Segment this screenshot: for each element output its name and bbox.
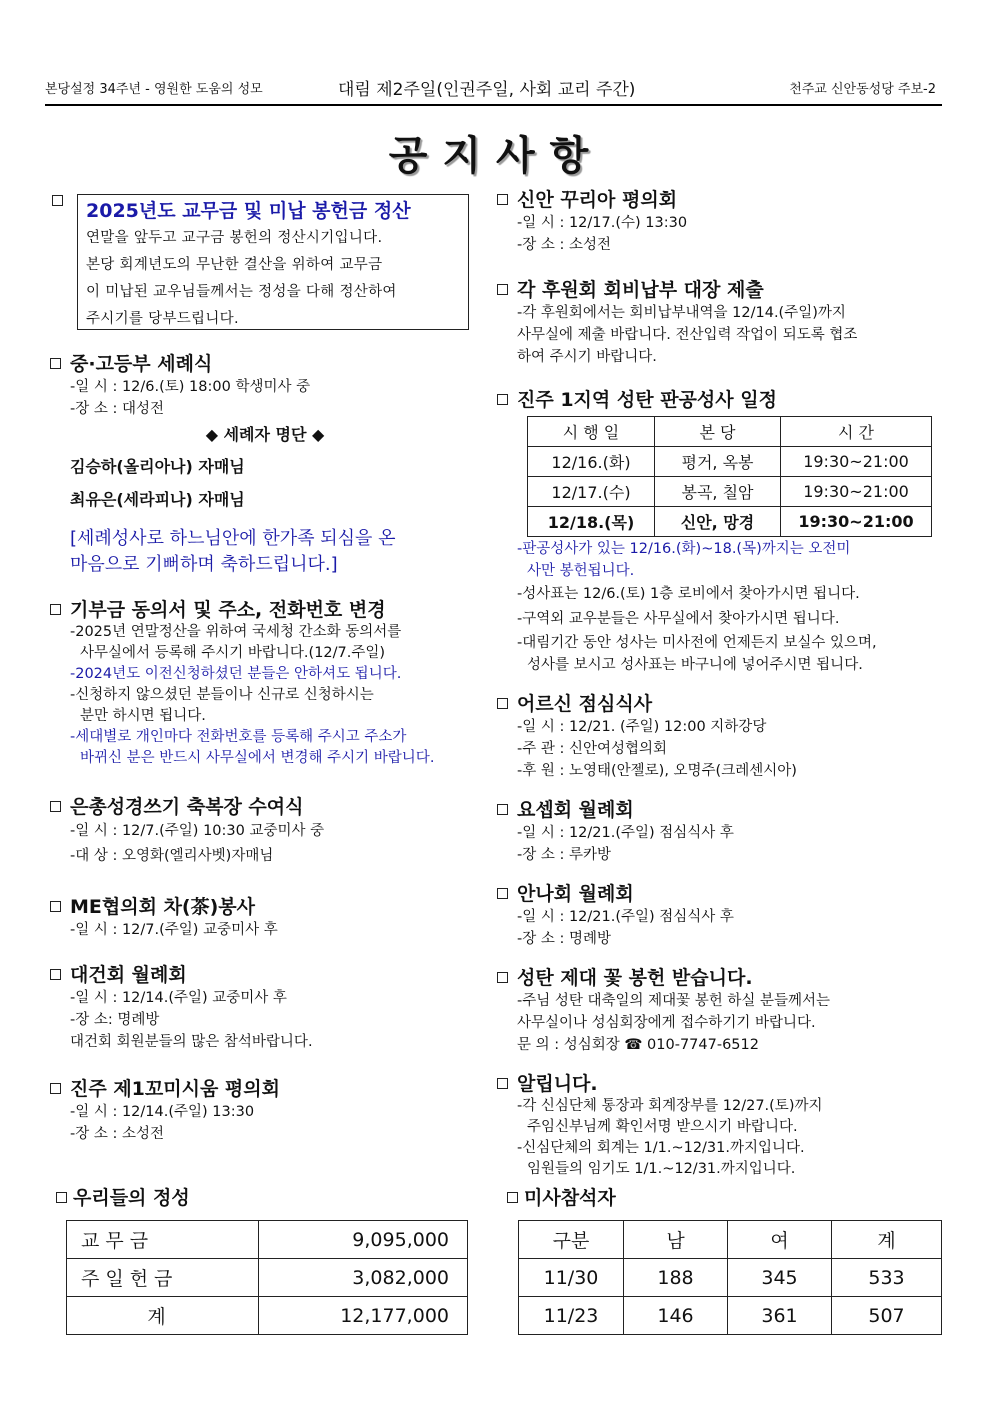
congrats-line: 마음으로 기뻐하며 축하드립니다.] bbox=[70, 554, 338, 575]
notice-section bbox=[50, 188, 480, 350]
flower-line: 사무실이나 성심회장에게 접수하기기 바랍니다. bbox=[517, 1015, 816, 1031]
joseph-place: -장 소 : 루카방 bbox=[517, 847, 611, 863]
bible-section bbox=[50, 795, 480, 869]
checkbox-icon bbox=[497, 698, 508, 709]
donation-section bbox=[50, 598, 480, 769]
notice-line: 본당 회계년도의 무난한 결산을 위하여 교무금 bbox=[86, 257, 383, 273]
table-cell: 146 bbox=[624, 1297, 728, 1335]
table-cell: 12/18.(목) bbox=[528, 507, 655, 537]
penance-section bbox=[497, 388, 947, 538]
anna-title: 안나회 월례회 bbox=[517, 883, 634, 905]
donation-line: 사무실에서 등록해 주시기 바랍니다.(12/7.주일) bbox=[80, 645, 386, 661]
donation-line: -신청하지 않으셨던 분들이나 신규로 신청하시는 bbox=[70, 687, 374, 703]
joseph-section bbox=[497, 798, 947, 866]
checkbox-icon bbox=[56, 1192, 67, 1203]
jinju1-title: 진주 제1꼬미시움 평의회 bbox=[70, 1078, 280, 1100]
checkbox-icon bbox=[50, 1083, 61, 1094]
penance-title: 진주 1지역 성탄 판공성사 일정 bbox=[517, 389, 777, 411]
table-row bbox=[67, 1297, 468, 1335]
bible-target: -대 상 : 오영화(엘리사벳)자매님 bbox=[70, 848, 274, 864]
penance-note: -판공성사가 있는 12/16.(화)~18.(목)까지는 오전미 bbox=[517, 541, 851, 557]
support-section bbox=[497, 278, 947, 368]
support-line: 사무실에 제출 바랍니다. 전산입력 작업이 되도록 협조 bbox=[517, 327, 858, 343]
congrats-line: [세례성사로 하느님안에 한가족 되심을 온 bbox=[70, 528, 396, 549]
jinju1-date: -일 시 : 12/14.(주일) 13:30 bbox=[70, 1104, 255, 1120]
announce-line: -각 신심단체 통장과 회계장부를 12/27.(토)까지 bbox=[517, 1098, 823, 1114]
table-cell: 11/30 bbox=[519, 1259, 624, 1297]
lunch-host: -주 관 : 신안여성협의회 bbox=[517, 741, 668, 757]
table-row bbox=[528, 477, 932, 507]
bible-title: 은총성경쓰기 축복장 수여식 bbox=[70, 796, 304, 818]
finance-label: 계 bbox=[67, 1297, 259, 1335]
checkbox-icon bbox=[50, 801, 61, 812]
finance-heading bbox=[56, 1183, 190, 1210]
checkbox-icon bbox=[50, 604, 61, 615]
table-cell: 12/16.(화) bbox=[528, 447, 655, 477]
baptism-section bbox=[50, 352, 480, 578]
penance-note: 사만 봉헌됩니다. bbox=[527, 563, 635, 579]
table-header-row bbox=[528, 417, 932, 447]
baptized-name: 최유은(세라피나) 자매님 bbox=[70, 490, 245, 509]
joseph-date: -일 시 : 12/21.(주일) 점심식사 후 bbox=[517, 825, 734, 841]
lunch-date: -일 시 : 12/21. (주일) 12:00 지하강당 bbox=[517, 719, 767, 735]
header-right: 천주교 신안동성당 주보-2 bbox=[789, 82, 936, 97]
left-column bbox=[50, 188, 480, 1145]
table-header: 시 간 bbox=[781, 417, 932, 447]
checkbox-icon bbox=[497, 394, 508, 405]
daegun-section bbox=[50, 963, 480, 1053]
jinju1-place: -장 소 : 소성전 bbox=[70, 1126, 164, 1142]
table-cell: 평거, 옥봉 bbox=[655, 447, 781, 477]
announce-line: -신심단체의 회계는 1/1.~12/31.까지입니다. bbox=[517, 1140, 805, 1156]
finance-value: 12,177,000 bbox=[259, 1297, 468, 1335]
page-title: 공지사항 bbox=[388, 133, 604, 179]
table-header: 본 당 bbox=[655, 417, 781, 447]
joseph-title: 요셉회 월례회 bbox=[517, 799, 634, 821]
table-row bbox=[67, 1221, 468, 1259]
daegun-note: 대건회 회원분들의 많은 참석바랍니다. bbox=[70, 1034, 313, 1050]
page-header bbox=[45, 72, 942, 106]
finance-label: 주일헌금 bbox=[67, 1259, 259, 1297]
checkbox-icon bbox=[497, 284, 508, 295]
checkbox-icon bbox=[52, 195, 63, 206]
penance-table bbox=[527, 416, 932, 537]
checkbox-icon bbox=[497, 972, 508, 983]
table-header: 구분 bbox=[519, 1221, 624, 1259]
announce-section bbox=[497, 1072, 947, 1180]
donation-line: -2024년도 이전신청하셨던 분들은 안하셔도 됩니다. bbox=[70, 666, 402, 682]
bible-date: -일 시 : 12/7.(주일) 10:30 교중미사 중 bbox=[70, 823, 325, 839]
finance-title: 우리들의 정성 bbox=[73, 1187, 190, 1209]
right-column bbox=[497, 188, 947, 1180]
table-cell: 188 bbox=[624, 1259, 728, 1297]
table-cell: 19:30~21:00 bbox=[781, 507, 932, 537]
notice-line: 이 미납된 교우님들께서는 정성을 다해 정산하여 bbox=[86, 284, 397, 300]
table-row bbox=[519, 1297, 942, 1335]
table-header-row bbox=[519, 1221, 942, 1259]
finance-value: 3,082,000 bbox=[259, 1259, 468, 1297]
me-date: -일 시 : 12/7.(주일) 교중미사 후 bbox=[70, 922, 278, 938]
table-row bbox=[528, 447, 932, 477]
table-cell: 345 bbox=[728, 1259, 832, 1297]
me-title: ME협의회 차(茶)봉사 bbox=[70, 896, 255, 918]
baptism-date: -일 시 : 12/6.(토) 18:00 학생미사 중 bbox=[70, 379, 311, 395]
checkbox-icon bbox=[497, 888, 508, 899]
table-header: 여 bbox=[728, 1221, 832, 1259]
penance-notes bbox=[497, 538, 947, 676]
baptism-title: 중·고등부 세례식 bbox=[70, 353, 213, 375]
checkbox-icon bbox=[497, 194, 508, 205]
notice-line: 주시기를 당부드립니다. bbox=[86, 311, 239, 327]
table-row bbox=[519, 1259, 942, 1297]
table-header: 남 bbox=[624, 1221, 728, 1259]
table-row bbox=[67, 1259, 468, 1297]
donation-line: 바뀌신 분은 반드시 사무실에서 변경해 주시기 바랍니다. bbox=[80, 750, 435, 766]
finance-value: 9,095,000 bbox=[259, 1221, 468, 1259]
table-cell: 12/17.(수) bbox=[528, 477, 655, 507]
table-header: 시 행 일 bbox=[528, 417, 655, 447]
attendance-heading bbox=[507, 1183, 616, 1210]
baptism-place: -장 소 : 대성전 bbox=[70, 401, 164, 417]
lunch-section bbox=[497, 692, 947, 782]
header-left: 본당설정 34주년 - 영원한 도움의 성모 bbox=[45, 82, 263, 97]
table-cell: 신안, 망경 bbox=[655, 507, 781, 537]
anna-date: -일 시 : 12/21.(주일) 점심식사 후 bbox=[517, 909, 734, 925]
penance-note: -대림기간 동안 성사는 미사전에 언제든지 보실수 있으며, bbox=[517, 635, 877, 651]
table-cell: 361 bbox=[728, 1297, 832, 1335]
checkbox-icon bbox=[497, 804, 508, 815]
table-cell: 11/23 bbox=[519, 1297, 624, 1335]
finance-table bbox=[66, 1220, 468, 1335]
header-center: 대림 제2주일(인권주일, 사회 교리 주간) bbox=[338, 80, 636, 100]
daegun-title: 대건회 월례회 bbox=[70, 964, 187, 986]
checkbox-icon bbox=[497, 1078, 508, 1089]
table-cell: 533 bbox=[832, 1259, 942, 1297]
announce-title: 알립니다. bbox=[517, 1073, 598, 1095]
flower-line: -주님 성탄 대축일의 제대꽃 봉헌 하실 분들께서는 bbox=[517, 993, 831, 1009]
curia-section bbox=[497, 188, 947, 256]
curia-title: 신안 꾸리아 평의회 bbox=[517, 189, 678, 211]
daegun-date: -일 시 : 12/14.(주일) 교중미사 후 bbox=[70, 990, 287, 1006]
me-section bbox=[50, 895, 480, 941]
table-cell: 봉곡, 칠암 bbox=[655, 477, 781, 507]
lunch-title: 어르신 점심식사 bbox=[517, 693, 653, 715]
anna-section bbox=[497, 882, 947, 950]
notice-title: 2025년도 교무금 및 미납 봉헌금 정산 bbox=[86, 200, 411, 222]
daegun-place: -장 소: 명례방 bbox=[70, 1012, 160, 1028]
announce-line: 주임신부님께 확인서명 받으시기 바랍니다. bbox=[527, 1119, 798, 1135]
notice-box bbox=[77, 194, 469, 330]
flower-contact: 문 의 : 성심회장 ☎ 010-7747-6512 bbox=[517, 1037, 759, 1053]
support-line: 하여 주시기 바랍니다. bbox=[517, 349, 657, 365]
announce-line: 임원들의 임기도 1/1.~12/31.까지입니다. bbox=[527, 1161, 796, 1177]
curia-date: -일 시 : 12/17.(수) 13:30 bbox=[517, 215, 688, 231]
table-row bbox=[528, 507, 932, 537]
lunch-sponsor: -후 원 : 노영태(안젤로), 오명주(크레센시아) bbox=[517, 763, 797, 779]
anna-place: -장 소 : 명례방 bbox=[517, 931, 611, 947]
checkbox-icon bbox=[507, 1192, 518, 1203]
support-line: -각 후원회에서는 회비납부내역을 12/14.(주일)까지 bbox=[517, 305, 846, 321]
donation-line: -세대별로 개인마다 전화번호를 등록해 주시고 주소가 bbox=[70, 729, 407, 745]
flower-title: 성탄 제대 꽃 봉헌 받습니다. bbox=[517, 967, 753, 989]
table-header: 계 bbox=[832, 1221, 942, 1259]
notice-line: 연말을 앞두고 교구금 봉헌의 정산시기입니다. bbox=[86, 230, 383, 246]
donation-title: 기부금 동의서 및 주소, 전화번호 변경 bbox=[70, 599, 386, 621]
baptized-name: 김승하(올리아나) 자매님 bbox=[70, 457, 245, 476]
support-title: 각 후원회 회비납부 대장 제출 bbox=[517, 279, 764, 301]
curia-place: -장 소 : 소성전 bbox=[517, 237, 611, 253]
finance-label: 교무금 bbox=[67, 1221, 259, 1259]
table-cell: 19:30~21:00 bbox=[781, 447, 932, 477]
table-cell: 19:30~21:00 bbox=[781, 477, 932, 507]
checkbox-icon bbox=[50, 901, 61, 912]
donation-line: -2025년 연말정산을 위하여 국세청 간소화 동의서를 bbox=[70, 624, 402, 640]
names-heading: ◆ 세례자 명단 ◆ bbox=[205, 425, 325, 444]
checkbox-icon bbox=[50, 358, 61, 369]
penance-note: -성사표는 12/6.(토) 1층 로비에서 찾아가시면 됩니다. bbox=[517, 586, 860, 602]
flower-section bbox=[497, 966, 947, 1056]
penance-note: 성사를 보시고 성사표는 바구니에 넣어주시면 됩니다. bbox=[527, 657, 863, 673]
donation-line: 분만 하시면 됩니다. bbox=[80, 708, 206, 724]
attendance-title: 미사참석자 bbox=[524, 1187, 616, 1209]
penance-note: -구역외 교우분들은 사무실에서 찾아가시면 됩니다. bbox=[517, 611, 840, 627]
jinju1-section bbox=[50, 1077, 480, 1145]
checkbox-icon bbox=[50, 969, 61, 980]
table-cell: 507 bbox=[832, 1297, 942, 1335]
attendance-table bbox=[518, 1220, 942, 1335]
